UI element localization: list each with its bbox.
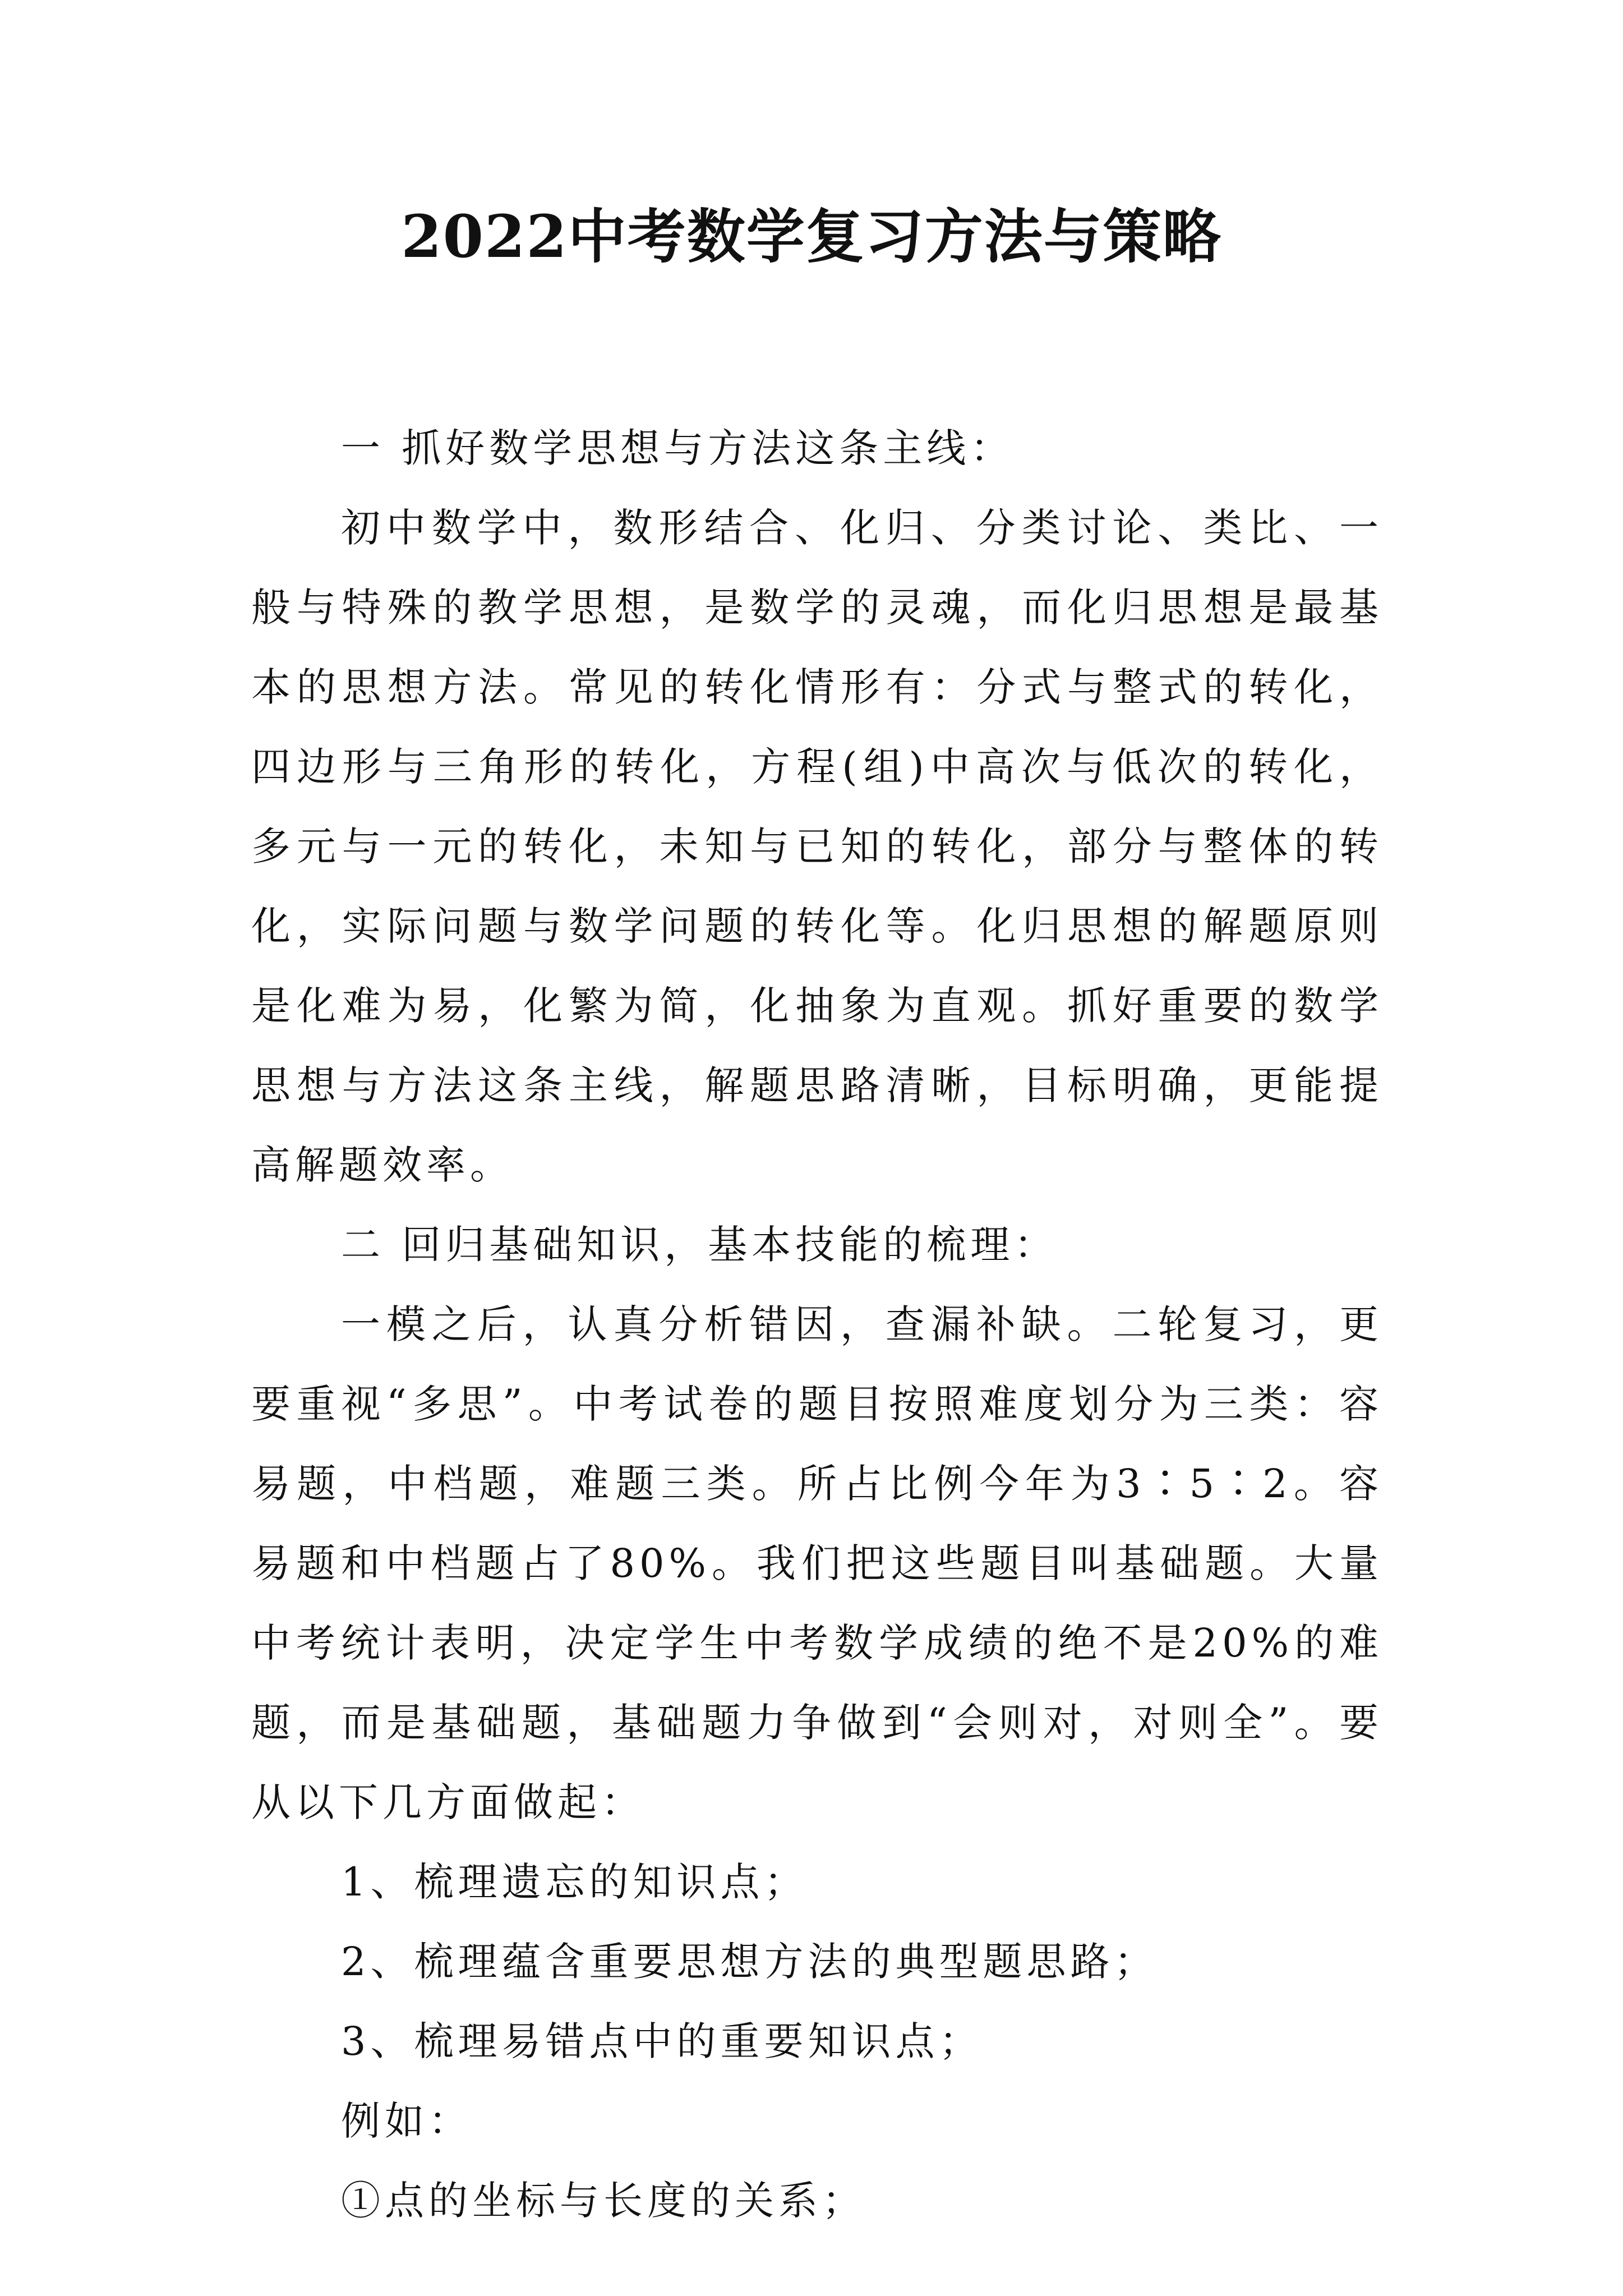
section-heading-2: 二 回归基础知识，基本技能的梳理： [341, 1222, 1058, 1268]
body-paragraph: 一模之后，认真分析错因，查漏补缺。二轮复习，更要重视“多思”。中考试卷的题目按照难度划分为三类：容易题，中档题，难题三类。所占比例今年为3∶5∶2。容易题和中档题占了80%。我们把这些题目叫基础题。大量中考统计表明，决定学生中考数学成绩的绝不是20%的难题，而是基础题，基础题力争做到“会则对，对则全”。要从以下几方面做起： [251, 1301, 1383, 1825]
document-body [251, 408, 1383, 2240]
body-paragraph: 初中数学中，数形结合、化归、分类讨论、类比、一般与特殊的教学思想，是数学的灵魂，而化归思想是最基本的思想方法。常见的转化情形有：分式与整式的转化，四边形与三角形的转化，方程(组)中高次与低次的转化，多元与一元的转化，未知与已知的转化，部分与整体的转化，实际问题与数学问题的转化等。化归思想的解题原则是化难为易，化繁为简，化抽象为直观。抓好重要的数学思想与方法这条主线，解题思路清晰，目标明确，更能提高解题效率。 [251, 505, 1383, 1188]
list-item: 2、梳理蕴含重要思想方法的典型题思路； [341, 1939, 1158, 1985]
example-label: 例如： [341, 2098, 472, 2144]
list-item: 3、梳理易错点中的重要知识点； [341, 2018, 983, 2064]
document-title: 2022中考数学复习方法与策略 [401, 202, 1222, 271]
example-item: ①点的坐标与长度的关系； [341, 2178, 866, 2224]
section-heading-1: 一 抓好数学思想与方法这条主线： [341, 425, 1015, 471]
list-item: 1、梳理遗忘的知识点； [341, 1859, 808, 1905]
